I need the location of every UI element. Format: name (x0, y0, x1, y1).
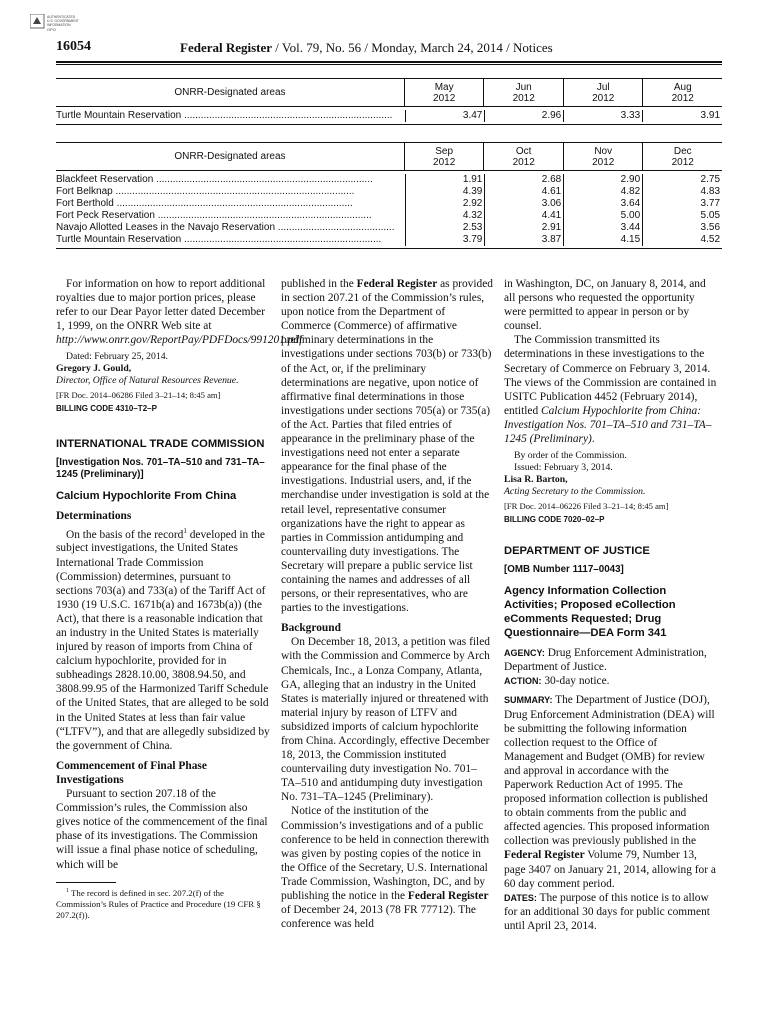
footnote-marker: 1 (183, 526, 187, 535)
value-cell: 4.15 (564, 234, 643, 246)
value-cell: 2.68 (485, 174, 564, 186)
value-cell: 3.77 (700, 198, 721, 209)
order-line: By order of the Commission. (514, 450, 627, 462)
dates-paragraph: DATES: The purpose of this notice is to allow for an additional 30 days for public comment until April 23, 2014. (504, 891, 710, 932)
docket-line: [Investigation Nos. 701–TA–510 and 731–TA–1245 (Preliminary)] (56, 457, 265, 481)
signer-title: Acting Secretary to the Commission. (504, 486, 646, 498)
agency-line: AGENCY: Drug Enforcement Administration, Department of Justice. (504, 647, 707, 674)
area-name: Fort Peck Reservation ............................................................................. (56, 210, 406, 222)
value-cell: 4.52 (700, 234, 721, 245)
onrr-link[interactable]: http://www.onrr.gov/ReportPay/PDFDocs/991201.pdf (56, 334, 303, 347)
royalty-table-2 (56, 142, 722, 249)
value-cell: 2.53 (406, 222, 485, 234)
gpo-authenticated-logo (30, 14, 88, 34)
value-cell: 1.91 (406, 174, 485, 186)
value-cell: 3.87 (485, 234, 564, 246)
section-heading: Determinations (56, 510, 132, 523)
table-row (56, 222, 722, 234)
table-row (56, 110, 722, 122)
onrr-info-paragraph: For information on how to report additional royalties due to major portion prices, please refer to our Dear Payor letter dated December 1, 1999, on the ONRR Web site at http://www.onrr.gov/ReportPay/PDFDocs/991201.pdf (56, 278, 303, 347)
area-name: Turtle Mountain Reservation ........................................................................... (56, 110, 406, 122)
table-row (56, 210, 722, 222)
billing-code: BILLING CODE 4310–T2–P (56, 404, 157, 414)
commencement-paragraph: Pursuant to section 207.18 of the Commission’s rules, the Commission also gives notice of the commencement of the final phase of its investigations. The Commission will issue a final phase notice of scheduling, which will be (56, 788, 268, 871)
value-cell: 4.39 (406, 186, 485, 198)
fr-doc-line: [FR Doc. 2014–06286 Filed 3–21–14; 8:45 am] (56, 390, 221, 401)
table-row (56, 198, 722, 210)
header-rule (56, 61, 722, 63)
transmittal-paragraph: The Commission transmitted its determinations in these investigations to the Secretary of Commerce on February 3, 2014. The views of the Commission are contained in USITC Publication 4452 (February 2014), entitled Calcium Hypochlorite from China: Investigation Nos. 701–TA–510 and 731–TA–1245 (Preliminary). (504, 334, 717, 446)
background-paragraph: On December 18, 2013, a petition was filed with the Commission and Commerce by Arch Chemicals, Inc., a Lonza Company, Atlanta, GA, alleging that an industry in the United States is materially injured or threatened with material injury by reason of LTFV and subsidized imports of calcium hypochlorite from China. Accordingly, effective December 18, 2013, the Commission instituted countervailing duty investigation No. 701–TA–510 and antidumping duty investigation No. 731–TA–1245 (Preliminary). (281, 636, 490, 804)
value-cell: 4.32 (406, 210, 485, 222)
value-cell: 3.91 (700, 110, 721, 121)
value-cell: 5.00 (564, 210, 643, 222)
text-column-1 (56, 277, 303, 921)
value-cell: 3.33 (564, 110, 643, 122)
table-header-row (56, 78, 722, 107)
column-header-area: ONRR-Designated areas (56, 143, 405, 170)
document-title: Agency Information Collection Activities; Proposed eCollection eComments Requested; Drug Questionnaire—DEA Form 341 (504, 585, 676, 640)
column-header-month: Jun 2012 (484, 79, 564, 106)
value-cell: 3.44 (564, 222, 643, 234)
area-name: Navajo Allotted Leases in the Navajo Reservation .......................................... (56, 222, 406, 234)
logo-line-4: GPO (47, 27, 56, 32)
area-name: Blackfeet Reservation .............................................................................. (56, 174, 406, 186)
summary-paragraph: SUMMARY: The Department of Justice (DOJ), Drug Enforcement Administration (DEA) will be submitting the following information collection request to the Office of Management and Budget (OMB) for review and approval in accordance with the Paperwork Reduction Act of 1995. The proposed information collection is published to obtain comments from the public and affected agencies. This proposed information collection was previously published in the Federal Register Volume 79, Number 13, page 3407 on January 21, 2014, allowing for a 60 day comment period. (504, 694, 716, 890)
column-header-month: Nov 2012 (564, 143, 644, 170)
header-rule-thin (56, 64, 722, 65)
value-cell: 4.41 (485, 210, 564, 222)
value-cell: 4.61 (485, 186, 564, 198)
issued-line: Issued: February 3, 2014. (514, 462, 613, 474)
column-header-month: Sep 2012 (405, 143, 485, 170)
section-heading: Commencement of Final Phase Investigations (56, 759, 207, 786)
value-cell: 3.47 (406, 110, 485, 122)
billing-code: BILLING CODE 7020–02–P (504, 515, 605, 525)
docket-line: [OMB Number 1117–0043] (504, 564, 624, 576)
document-title: Calcium Hypochlorite From China (56, 490, 237, 503)
royalty-table-1 (56, 78, 722, 125)
table-body (56, 171, 722, 249)
notice-paragraph: Notice of the institution of the Commission’s investigations and of a public conference to be held in connection therewith was given by posting copies of the notice in the Office of the Secretary, U.S. International Trade Commission, Washington, DC, and by publishing the notice in the Federal Register of December 24, 2013 (78 FR 77712). The conference was held (281, 805, 490, 931)
value-cell: 2.91 (485, 222, 564, 234)
table-header-row (56, 142, 722, 171)
column-header-month: May 2012 (405, 79, 485, 106)
action-line: ACTION: 30-day notice. (504, 675, 610, 688)
table-row (56, 186, 722, 198)
footnote: $^1$ The record is defined in sec. 207.2(f) of the Commission’s Rules of Practice and Procedure (19 CFR § 207.2(f)). (56, 887, 261, 920)
value-cell: 4.82 (564, 186, 643, 198)
area-name: Fort Berthold ..................................................................................... (56, 198, 406, 210)
column-header-area: ONRR-Designated areas (56, 79, 405, 106)
agency-heading: INTERNATIONAL TRADE COMMISSION (56, 438, 265, 451)
value-cell: 2.90 (564, 174, 643, 186)
page-number: 16054 (56, 39, 91, 54)
value-cell: 3.56 (700, 222, 721, 233)
text-column-2 (281, 277, 495, 931)
area-name: Turtle Mountain Reservation ....................................................................... (56, 234, 406, 246)
column-header-month: Oct 2012 (484, 143, 564, 170)
section-heading: Background (281, 622, 341, 635)
conference-paragraph: in Washington, DC, on January 8, 2014, and all persons who requested the opportunity were permitted to appear in person or by counsel. (504, 278, 706, 333)
footnote-rule (56, 882, 116, 883)
running-head (180, 40, 553, 56)
area-name: Fort Belknap ...................................................................................... (56, 186, 406, 198)
logo-line-1: AUTHENTICATED (47, 15, 76, 19)
agency-heading: DEPARTMENT OF JUSTICE (504, 545, 650, 558)
logo-line-2: U.S. GOVERNMENT (47, 19, 79, 23)
text-column-3 (504, 277, 718, 933)
table-body (56, 107, 722, 125)
value-cell: 4.83 (700, 186, 721, 197)
signer-title: Director, Office of Natural Resources Revenue. (56, 375, 239, 387)
determinations-paragraph: On the basis of the record$^1$ developed in the subject investigations, the United States International Trade Commission (Commission) determines, pursuant to sections 703(a) and 733(a) of the Tariff Act of 1930 (19 U.S.C. 1671b(a) and 1673b(a)) (the Act), that there is a reasonable indication that an industry in the United States is materially injured by reason of imports from China of calcium hypochlorite, provided for in subheadings 2828.10.00, 3808.94.50, and 3808.99.95 of the Harmonized Tariff Schedule of the United States, that are alleged to be sold in the United States at less than fair value (“LTFV”), and that are allegedly subsidized by the government of China. (56, 526, 270, 752)
logo-line-3: INFORMATION (47, 23, 71, 27)
value-cell: 3.79 (406, 234, 485, 246)
column-header-month: Dec 2012 (671, 146, 694, 168)
value-cell: 2.92 (406, 198, 485, 210)
value-cell: 2.75 (700, 174, 721, 185)
signer-name: Lisa R. Barton, (504, 474, 568, 486)
signer-name: Gregory J. Gould, (56, 363, 132, 375)
column-header-month: Aug 2012 (671, 82, 694, 104)
fr-doc-line: [FR Doc. 2014–06226 Filed 3–21–14; 8:45 am] (504, 501, 669, 512)
dated-line: Dated: February 25, 2014. (66, 351, 168, 363)
publication-name: Federal Register (180, 40, 273, 55)
value-cell: 3.64 (564, 198, 643, 210)
final-phase-paragraph: published in the Federal Register as provided in section 207.21 of the Commission’s rules, upon notice from the Department of Commerce (Commerce) of affirmative preliminary determinations in the investigations under sections 703(b) or 733(b) of the Act, or, if the preliminary determinations are negative, upon notice of affirmative final determinations in those investigations under sections 705(a) or 735(a) of the Act. Parties that filed entries of appearance in the preliminary phase of the investigations need not enter a separate appearance for the final phase of the investigations. Industrial users, and, if the merchandise under investigation is sold at the retail level, representative consumer organizations have the right to appear as parties in Commission antidumping and countervailing duty investigations. The Secretary will prepare a public service list containing the names and addresses of all persons, or their representatives, who are parties to the investigations. (281, 278, 493, 615)
table-row (56, 174, 722, 186)
table-row (56, 234, 722, 246)
issue-info: / Vol. 79, No. 56 / Monday, March 24, 2014 / Notices (272, 40, 553, 55)
column-header-month: Jul 2012 (564, 79, 644, 106)
value-cell: 5.05 (700, 210, 721, 221)
value-cell: 2.96 (485, 110, 564, 122)
value-cell: 3.06 (485, 198, 564, 210)
